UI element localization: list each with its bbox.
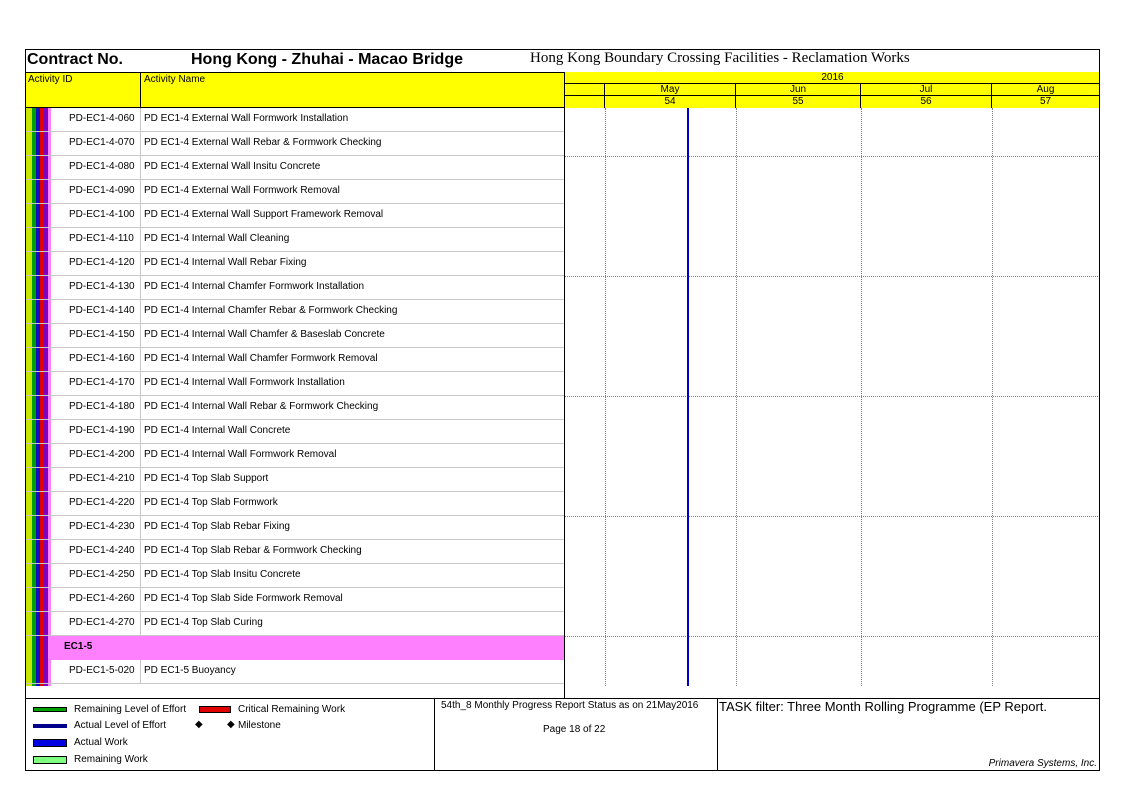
activity-name: PD EC1-4 External Wall Rebar & Formwork Checking [144, 137, 382, 148]
activity-name: PD EC1-4 Internal Wall Formwork Installation [144, 377, 345, 388]
activity-id: PD-EC1-4-060 [69, 113, 135, 124]
activity-id-header-label: Activity ID [28, 74, 73, 85]
activity-id: PD-EC1-4-110 [69, 233, 134, 244]
activity-id: PD-EC1-4-070 [69, 137, 135, 148]
activity-name: PD EC1-4 External Wall Insitu Concrete [144, 161, 321, 172]
activity-name: PD EC1-4 Internal Wall Chamfer & Baseslab Concrete [144, 329, 385, 340]
activity-name: PD EC1-4 Internal Chamfer Rebar & Formwork Checking [144, 305, 398, 316]
activity-name: PD EC1-4 Top Slab Insitu Concrete [144, 569, 301, 580]
vendor-credit: Primavera Systems, Inc. [988, 758, 1097, 769]
timescale-year: 2016 [565, 72, 1100, 84]
activity-name: PD EC1-4 Top Slab Rebar & Formwork Checking [144, 545, 362, 556]
activity-name: PD EC1-4 External Wall Formwork Installation [144, 113, 349, 124]
activity-id: PD-EC1-4-180 [69, 401, 135, 412]
activity-id: PD-EC1-4-090 [69, 185, 135, 196]
timescale-week: 54 [605, 96, 736, 108]
activity-name: PD EC1-4 External Wall Formwork Removal [144, 185, 340, 196]
activity-id: PD-EC1-5-020 [69, 665, 135, 676]
timescale-week: 57 [992, 96, 1100, 108]
activity-id: PD-EC1-4-130 [69, 281, 135, 292]
project-title: Hong Kong - Zhuhai - Macao Bridge [191, 51, 463, 68]
activity-name: PD EC1-4 Internal Chamfer Formwork Installation [144, 281, 365, 292]
activity-name: PD EC1-4 Internal Wall Rebar & Formwork Checking [144, 401, 379, 412]
activity-id: PD-EC1-4-120 [69, 257, 135, 268]
timescale-month: Jun [736, 84, 861, 96]
activity-id: PD-EC1-4-160 [69, 353, 135, 364]
milestone-diamond-icon: ◆ [195, 719, 203, 730]
legend-remaining-work: Remaining Work [74, 754, 148, 765]
activity-id: PD-EC1-4-250 [69, 569, 135, 580]
activity-id: PD-EC1-4-200 [69, 449, 135, 460]
activity-id: PD-EC1-4-270 [69, 617, 135, 628]
legend-remaining-loe: Remaining Level of Effort [74, 704, 187, 715]
activity-name: PD EC1-4 Top Slab Rebar Fixing [144, 521, 290, 532]
activity-name: PD EC1-4 Top Slab Formwork [144, 497, 278, 508]
activity-id: PD-EC1-4-230 [69, 521, 135, 532]
timescale-week: 56 [861, 96, 992, 108]
activity-name: PD EC1-4 Top Slab Side Formwork Removal [144, 593, 343, 604]
activity-id: PD-EC1-4-260 [69, 593, 135, 604]
contract-label: Contract No. [27, 51, 123, 68]
timescale-month: Jul [861, 84, 992, 96]
activity-id: PD-EC1-4-240 [69, 545, 135, 556]
activity-name: PD EC1-4 Top Slab Support [144, 473, 269, 484]
activity-name: PD EC1-5 Buoyancy [144, 665, 236, 676]
timescale-month: May [605, 84, 736, 96]
activity-id: PD-EC1-4-210 [69, 473, 135, 484]
activity-id: PD-EC1-4-140 [69, 305, 135, 316]
page-frame [25, 49, 1100, 771]
timescale-week: 55 [736, 96, 861, 108]
activity-id: PD-EC1-4-220 [69, 497, 135, 508]
legend-actual-work: Actual Work [74, 737, 128, 748]
task-filter: TASK filter: Three Month Rolling Programme (EP Report. [719, 699, 1048, 714]
activity-id: PD-EC1-4-150 [69, 329, 135, 340]
activity-id: PD-EC1-4-100 [69, 209, 135, 220]
activity-name-header-label: Activity Name [144, 74, 206, 85]
activity-name: PD EC1-4 Internal Wall Concrete [144, 425, 291, 436]
activity-id: PD-EC1-4-080 [69, 161, 135, 172]
activity-name: PD EC1-4 Internal Wall Cleaning [144, 233, 290, 244]
legend-milestone: Milestone [238, 720, 281, 731]
wbs-group-label: EC1-5 [64, 641, 93, 652]
activity-id: PD-EC1-4-170 [69, 377, 135, 388]
activity-name: PD EC1-4 Internal Wall Chamfer Formwork Removal [144, 353, 378, 364]
page-subtitle: Hong Kong Boundary Crossing Facilities - Reclamation Works [530, 50, 910, 66]
activity-name: PD EC1-4 Top Slab Curing [144, 617, 263, 628]
activity-name: PD EC1-4 Internal Wall Rebar Fixing [144, 257, 307, 268]
report-status: 54th_8 Monthly Progress Report Status as on 21May2016 [441, 700, 699, 711]
activity-name: PD EC1-4 External Wall Support Framework Removal [144, 209, 384, 220]
timescale-month: Aug [992, 84, 1100, 96]
activity-name: PD EC1-4 Internal Wall Formwork Removal [144, 449, 337, 460]
legend-actual-loe: Actual Level of Effort [74, 720, 167, 731]
legend-critical-remaining: Critical Remaining Work [238, 704, 346, 715]
activity-id: PD-EC1-4-190 [69, 425, 135, 436]
milestone-diamond-icon: ◆ [227, 719, 235, 730]
page-number: Page 18 of 22 [543, 724, 606, 735]
